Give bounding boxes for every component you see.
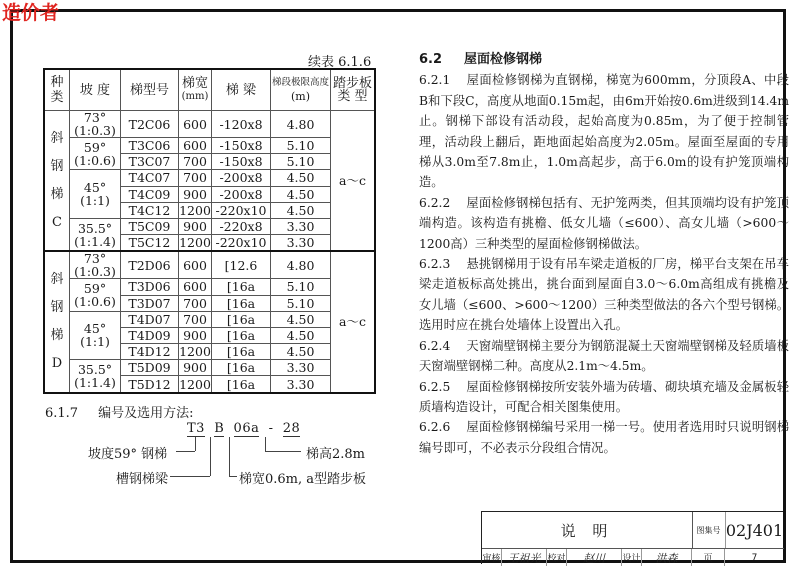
signature-row [482, 548, 784, 566]
model-cell: T4C09 [121, 186, 179, 202]
section-6-1-7-heading [45, 402, 193, 421]
height-cell: 4.80 [271, 111, 331, 138]
beam-cell: -220x10 [212, 202, 271, 218]
annotation-width: 梯宽0.6m, a型踏步板 [239, 472, 367, 487]
header-height: 梯段极限高度 (m) [271, 69, 331, 111]
leader-slope-h [176, 451, 195, 452]
height-cell: 4.50 [271, 311, 331, 327]
right-column-text [419, 50, 789, 458]
width-cell: 600 [179, 111, 212, 138]
beam-cell: [16a [212, 327, 271, 343]
code-part-width: 06a [233, 421, 260, 436]
paragraph-number: 6.2.1 [419, 73, 451, 88]
code-part-dash: - [268, 421, 274, 436]
beam-cell: -120x8 [212, 111, 271, 138]
table-row [44, 311, 375, 327]
paragraph-6-2-1 [419, 70, 789, 192]
table-header-row [44, 69, 375, 111]
model-cell: T3D06 [121, 279, 179, 295]
paragraph-number: 6.2.5 [419, 379, 451, 394]
code-part-slope: T3 [187, 421, 205, 436]
section-number: 6.1.7 [45, 406, 79, 421]
table-row [44, 111, 375, 138]
review-signature: 王祖光 [502, 549, 547, 566]
model-cell: T4C07 [121, 170, 179, 186]
width-cell: 900 [179, 360, 212, 376]
width-cell: 600 [179, 251, 212, 279]
atlas-number: 02J401 [725, 520, 784, 540]
table-caption: 续表 6.1.6 [308, 55, 372, 70]
width-cell: 900 [179, 327, 212, 343]
paragraph-6-2-2 [419, 193, 789, 254]
check-label: 校对 [547, 549, 567, 566]
page-label: 页 [692, 549, 725, 566]
table-row [44, 170, 375, 186]
height-cell: 5.10 [271, 154, 331, 170]
paragraph-6-2-4 [419, 336, 789, 377]
leader-width [229, 437, 230, 476]
model-cell: T2D06 [121, 251, 179, 279]
header-model: 梯型号 [121, 69, 179, 111]
beam-cell: -200x8 [212, 186, 271, 202]
model-cell: T5D09 [121, 360, 179, 376]
width-cell: 700 [179, 295, 212, 311]
paragraph-text: 屋面检修钢梯为直钢梯，梯宽为600mm，分顶段A、中段B和下段C，高度从地面0.15m起，由6m开始按0.6m进级到14.4m止。钢梯下部设有活动段，起始高度为0.85m，为了便于控制管理，活动段上翻后，距地面起始高度为2.05m。屋面至屋面的专用梯从3.0m至7.8m止，1.0m高起步，高于6.0m的设有护笼顶端构造。 [419, 73, 789, 190]
table-row [44, 360, 375, 376]
beam-cell: -200x8 [212, 170, 271, 186]
code-example [187, 421, 300, 436]
paragraph-text: 屋面检修钢梯编号采用一梯一号。使用者选用时只说明钢梯编号即可，不必表示分段组合情况。 [419, 420, 789, 455]
height-cell: 3.30 [271, 235, 331, 252]
table-row [44, 138, 375, 154]
paragraph-number: 6.2.6 [419, 420, 451, 435]
section-title: 编号及选用方法: [98, 406, 194, 421]
model-cell: T5C09 [121, 218, 179, 234]
paragraph-text: 屋面检修钢梯包括有、无护笼两类，但其顶端均设有护笼顶端构造。该构造有挑檐、低女儿墙（≤600）、高女儿墙（>600～1200高）三种类型的屋面检修钢梯做法。 [419, 195, 789, 251]
model-cell: T2C06 [121, 111, 179, 138]
height-cell: 4.50 [271, 186, 331, 202]
beam-cell: [16a [212, 311, 271, 327]
header-beam: 梯 梁 [212, 69, 271, 111]
table-row [44, 218, 375, 234]
paragraph-number: 6.2.4 [419, 338, 451, 353]
width-cell: 1200 [179, 202, 211, 218]
width-cell: 700 [179, 170, 212, 186]
check-signature: 赵川 [567, 549, 622, 566]
ladder-type-cell: 斜钢梯D [44, 251, 70, 392]
model-cell: T3C07 [121, 154, 179, 170]
height-cell: 4.50 [271, 170, 331, 186]
paragraph-text: 屋面检修钢梯按所安装外墙为砖墙、砌块填充墙及金属板轻质墙构造设计，可配合相关图集使用。 [419, 379, 789, 414]
paragraph-number: 6.2.2 [419, 195, 451, 210]
slope-cell: 35.5° (1:1.4) [70, 360, 121, 393]
leader-beam-h [170, 476, 210, 477]
width-cell: 1200 [179, 344, 211, 360]
section-6-2-heading [419, 50, 789, 70]
paragraph-text: 天窗端壁钢梯主要分为钢筋混凝土天窗端壁钢梯及轻质墙板天窗端壁钢梯二种。高度从2.1m～4.5m。 [419, 338, 789, 374]
leader-slope [195, 437, 196, 451]
ladder-spec-table [43, 68, 376, 394]
height-cell: 3.30 [271, 376, 331, 393]
beam-cell: [16a [212, 279, 271, 295]
model-cell: T4D12 [121, 344, 179, 360]
height-cell: 4.50 [271, 327, 331, 343]
tread-type-cell: a～c [331, 111, 376, 252]
review-label: 审核 [482, 549, 502, 566]
slope-cell: 45° (1:1) [70, 311, 121, 360]
code-part-beam: B [214, 421, 225, 436]
paragraph-text: 悬挑钢梯用于设有吊车梁走道板的厂房，梯平台支架在吊车梁走道板标高处挑出，挑台面到屋面自3.0～6.0m高组成有挑檐及女儿墙（≤600、>600～1200）三种类型做法的各六个型号钢梯。选用时应在挑台处墙体上设置出入孔。 [419, 257, 789, 333]
slope-cell: 59° (1:0.6) [70, 279, 121, 311]
header-slope: 坡 度 [70, 69, 121, 111]
height-cell: 5.10 [271, 138, 331, 154]
paragraph-number: 6.2.3 [419, 257, 451, 272]
slope-cell: 45° (1:1) [70, 170, 121, 219]
slope-cell: 73° (1:0.3) [70, 111, 121, 138]
width-cell: 900 [179, 218, 212, 234]
annotation-beam: 槽钢梯梁 [116, 472, 169, 487]
slope-cell: 73° (1:0.3) [70, 251, 121, 279]
design-signature: 洪森 [642, 549, 692, 566]
model-cell: T3D07 [121, 295, 179, 311]
height-cell: 3.30 [271, 360, 331, 376]
paragraph-6-2-3 [419, 254, 789, 336]
height-cell: 4.50 [271, 344, 331, 360]
height-cell: 5.10 [271, 279, 331, 295]
section-number: 6.2 [419, 52, 443, 67]
height-cell: 5.10 [271, 295, 331, 311]
beam-cell: [16a [212, 376, 271, 393]
model-cell: T5D12 [121, 376, 179, 393]
table-row [44, 279, 375, 295]
table-row [44, 251, 375, 279]
leader-width-h [229, 476, 237, 477]
beam-cell: [12.6 [212, 251, 271, 279]
section-title: 屋面检修钢梯 [464, 52, 543, 67]
drawing-title: 说 明 [482, 512, 693, 548]
leader-height [265, 437, 266, 451]
leader-beam [210, 437, 211, 476]
code-part-height: 28 [282, 421, 301, 436]
model-cell: T4D07 [121, 311, 179, 327]
slope-cell: 35.5° (1:1.4) [70, 218, 121, 251]
width-cell: 600 [179, 279, 212, 295]
atlas-number-label: 图集号 [692, 512, 726, 548]
header-width: 梯宽 (mm) [179, 69, 212, 111]
beam-cell: -150x8 [212, 138, 271, 154]
width-cell: 1200 [179, 376, 211, 392]
beam-cell: [16a [212, 344, 271, 360]
beam-cell: -220x8 [212, 218, 271, 234]
height-cell: 4.50 [271, 202, 331, 218]
ladder-type-cell: 斜钢梯C [44, 111, 70, 252]
annotation-height: 梯高2.8m [306, 447, 366, 462]
width-cell: 600 [179, 138, 212, 154]
leader-height-h [265, 451, 301, 452]
title-block [481, 511, 783, 564]
height-cell: 4.80 [271, 251, 331, 279]
annotation-slope: 坡度59° 钢梯 [88, 447, 168, 462]
width-cell: 1200 [179, 235, 211, 251]
header-tread: 踏步板 类 型 [331, 69, 376, 111]
paragraph-6-2-6 [419, 417, 789, 458]
watermark-logo: 造价者 [2, 2, 60, 24]
tread-type-cell: a～c [331, 251, 376, 392]
design-label: 设计 [622, 549, 642, 566]
width-cell: 700 [179, 311, 212, 327]
header-type: 种类 [44, 69, 70, 111]
width-cell: 700 [179, 154, 212, 170]
height-cell: 3.30 [271, 218, 331, 234]
beam-cell: -220x10 [212, 235, 271, 252]
beam-cell: -150x8 [212, 154, 271, 170]
model-cell: T3C06 [121, 138, 179, 154]
slope-cell: 59° (1:0.6) [70, 138, 121, 170]
width-cell: 900 [179, 186, 212, 202]
model-cell: T4C12 [121, 202, 179, 218]
model-cell: T5C12 [121, 235, 179, 252]
beam-cell: [16a [212, 360, 271, 376]
beam-cell: [16a [212, 295, 271, 311]
paragraph-6-2-5 [419, 377, 789, 418]
page-number: 7 [751, 552, 758, 563]
model-cell: T4D09 [121, 327, 179, 343]
